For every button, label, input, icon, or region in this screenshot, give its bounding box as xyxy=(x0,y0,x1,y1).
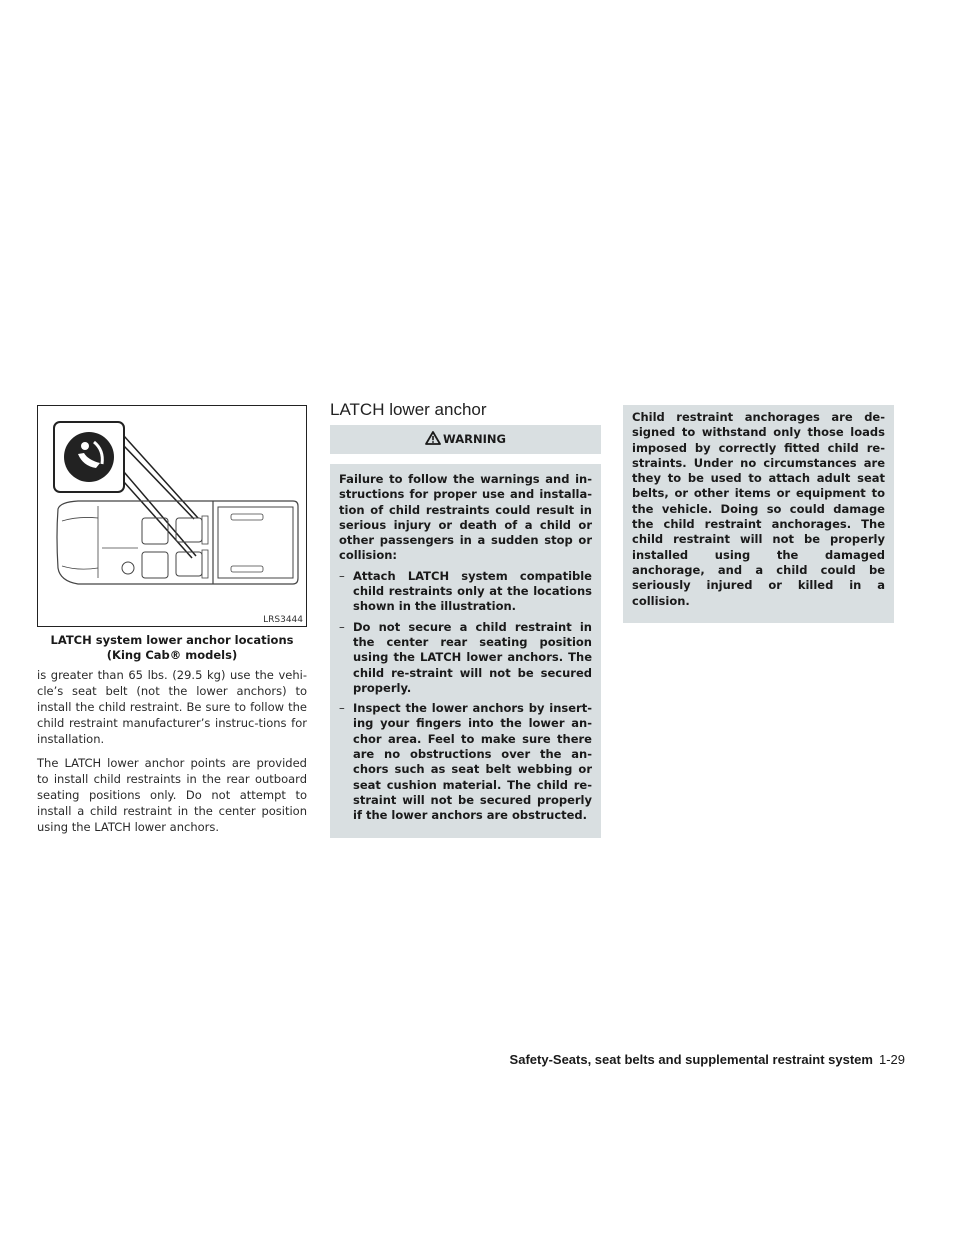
caption-line-2: (King Cab® models) xyxy=(106,648,238,662)
warning-box xyxy=(330,464,601,838)
warning-bullet xyxy=(339,569,592,615)
figure-code: LRS3444 xyxy=(263,615,303,625)
section-heading: LATCH lower anchor xyxy=(330,400,487,419)
latch-figure xyxy=(37,405,307,627)
warning-bullet xyxy=(339,620,592,696)
child-seat-icon xyxy=(64,432,114,482)
bullet-marker: – xyxy=(339,701,345,716)
warning-intro: Failure to follow the warnings and in-structions for proper use and installa-tion of child restraints could result in serious injury or death of a child or other passengers in a sudden stop or collision: xyxy=(339,472,592,563)
bullet-marker: – xyxy=(339,619,345,634)
warning-continued-text: Child restraint anchorages are de-signed to withstand only those loads imposed by correctly fitted child re-straints. Under no circumstances are they to be used to attach adult seat belts, or other items or equipment to the vehicle. Doing so could damage the child restraint anchorages. The child restraint will not be properly installed using the damaged anchorage, and a child could be seriously injured or killed in a collision. xyxy=(632,410,885,608)
middle-column xyxy=(330,400,601,838)
right-column xyxy=(623,405,894,623)
caption-line-1: LATCH system lower anchor locations xyxy=(50,633,294,647)
left-column xyxy=(37,405,307,843)
bullet-text: Do not secure a child restraint in the center rear seating position using the LATCH lower anchors. The child re-straint will not be secured properly. xyxy=(353,619,592,695)
bullet-text: Attach LATCH system compatible child restraints only at the locations shown in the illustration. xyxy=(353,568,592,614)
truck-top-view-illustration xyxy=(38,406,306,626)
body-paragraph-2: The LATCH lower anchor points are provided to install child restraints in the rear outboard seating positions only. Do not attempt to install a child restraint in the center position using the LATCH lower anchors. xyxy=(37,756,307,834)
warning-bullet xyxy=(339,701,592,823)
bullet-text: Inspect the lower anchors by insert-ing your fingers into the lower an-chor area. Feel to make sure there are no obstructions over the an-chors such as seat belt webbing or seat cushion material. The child re-straint will not be secured properly if the lower anchors are obstructed. xyxy=(353,701,592,823)
body-paragraph-1: is greater than 65 lbs. (29.5 kg) use the vehi-cle’s seat belt (not the lower anchors) to install the child restraint. Be sure to follow the child restraint manufacturer’s instruc-tions for installation. xyxy=(37,668,307,746)
page-footer xyxy=(510,1052,905,1067)
footer-section-title: Safety-Seats, seat belts and supplemental restraint system xyxy=(509,1052,873,1067)
warning-triangle-icon xyxy=(425,431,441,448)
warning-box-continued xyxy=(623,405,894,623)
warning-header xyxy=(330,425,601,456)
bullet-marker: – xyxy=(339,568,345,583)
warning-label: WARNING xyxy=(443,432,506,446)
page-number: 1-29 xyxy=(878,1052,905,1067)
figure-caption xyxy=(37,633,307,663)
